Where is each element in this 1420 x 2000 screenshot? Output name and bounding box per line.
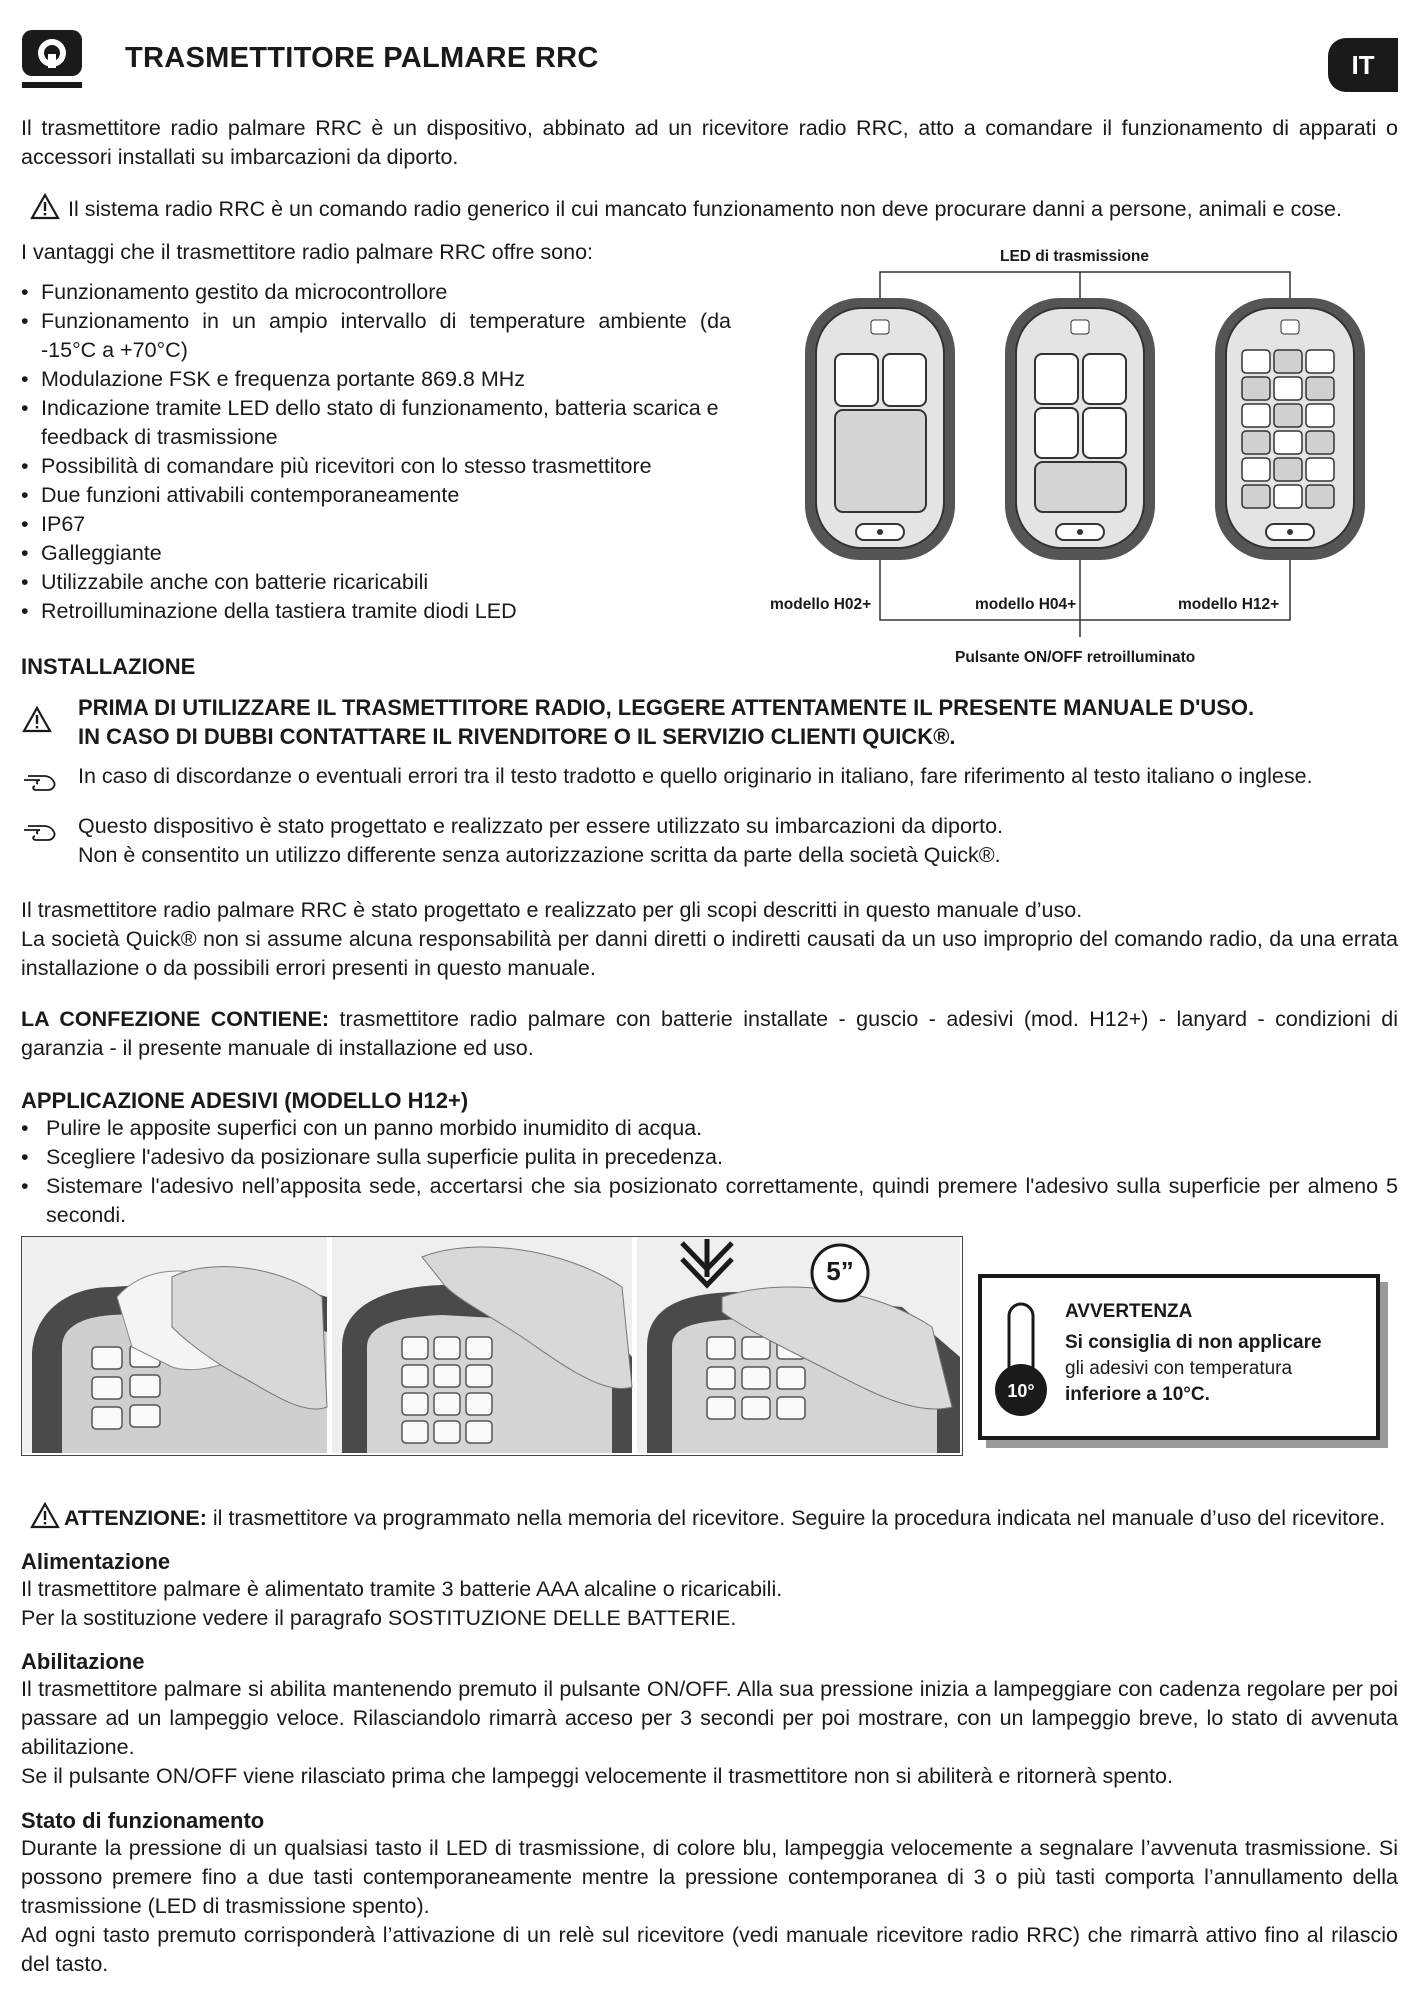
advantages-list	[21, 278, 731, 626]
alimentazione-heading: Alimentazione	[21, 1549, 171, 1574]
warning-icon	[22, 706, 52, 733]
list-item: • Possibilità di comandare più ricevitori con lo stesso trasmettitore	[21, 452, 731, 481]
list-item: • Utilizzabile anche con batterie ricaricabili	[21, 568, 731, 597]
seconds-badge: 5”	[826, 1256, 854, 1286]
keypad-key	[1306, 377, 1334, 400]
attenzione-text: il trasmettitore va programmato nella memoria del ricevitore. Seguire la procedura indicata nel manuale d’uso del ricevitore.	[206, 1506, 1386, 1530]
attenzione-label: ATTENZIONE:	[64, 1506, 207, 1530]
list-item: • Sistemare l'adesivo nell’apposita sede, accertarsi che sia posizionato correttamente, quindi premere l'adesivo sulla superficie per almeno 5 secondi.	[21, 1172, 1398, 1230]
abilitazione-heading: Abilitazione	[21, 1649, 145, 1674]
installazione-heading: INSTALLAZIONE	[21, 654, 196, 679]
device-h02	[805, 298, 955, 560]
stato-para1: Durante la pressione di un qualsiasi tasto il LED di trasmissione, di colore blu, lampeggia velocemente a segnalare l’avvenuta trasmissione. Si possono premere fino a due tasti contemporaneamente mentre la pressione contemporanea di 3 o più tasti comporta l’annullamento della trasmissione (LED di trasmissione spento).	[21, 1836, 1398, 1918]
adesivi-heading: APPLICAZIONE ADESIVI (MODELLO H12+)	[21, 1088, 469, 1113]
keypad-key	[1274, 350, 1302, 373]
avvertenza-line3: inferiore a 10°C.	[1065, 1384, 1210, 1405]
keypad-key	[1306, 431, 1334, 454]
language-badge: IT	[1328, 38, 1398, 92]
note2-line2: Non è consentito un utilizzo differente senza autorizzazione scritta da parte della società Quick®.	[78, 843, 1001, 867]
keypad-key	[1242, 350, 1270, 373]
stato-heading: Stato di funzionamento	[21, 1808, 265, 1833]
keypad-key	[1274, 458, 1302, 481]
page-title: TRASMETTITORE PALMARE RRC	[125, 42, 599, 74]
advantages-intro: I vantaggi che il trasmettitore radio palmare RRC offre sono:	[21, 240, 594, 264]
confezione-paragraph	[21, 1005, 1398, 1063]
list-item: • Funzionamento gestito da microcontrollore	[21, 278, 731, 307]
list-item: • Modulazione FSK e frequenza portante 869.8 MHz	[21, 365, 731, 394]
installazione-warning-line2: IN CASO DI DUBBI CONTATTARE IL RIVENDITORE O IL SERVIZIO CLIENTI QUICK®.	[78, 724, 956, 749]
list-item: • Due funzioni attivabili contemporaneamente	[21, 481, 731, 510]
list-item: • Funzionamento in un ampio intervallo di temperature ambiente (da -15°C a +70°C)	[21, 307, 731, 365]
attenzione-paragraph	[30, 1502, 1405, 1533]
keypad-key	[1242, 485, 1270, 508]
model-h04-label: modello H04+	[975, 596, 1077, 613]
pointing-hand-icon	[22, 822, 58, 844]
abilitazione-para1: Il trasmettitore palmare si abilita mantenendo premuto il pulsante ON/OFF. Alla sua pressione inizia a lampeggiare con cadenza regolare per poi passare ad un lampeggio veloce. Rilasciandolo rimarrà acceso per 3 secondi per poi mostrare, con un lampeggio breve, lo stato di avvenuta abilitazione.	[21, 1677, 1398, 1759]
model-h12-label: modello H12+	[1178, 596, 1280, 613]
model-h02-label: modello H02+	[770, 596, 872, 613]
device-h12	[1215, 298, 1365, 560]
note1: In caso di discordanze o eventuali errori tra il testo tradotto e quello originario in italiano, fare riferimento al testo italiano o inglese.	[78, 764, 1313, 788]
list-item: • Indicazione tramite LED dello stato di funzionamento, batteria scarica e feedback di trasmissione	[21, 394, 731, 452]
keypad-key	[1306, 485, 1334, 508]
pointing-hand-icon	[22, 772, 58, 794]
avvertenza-line2: gli adesivi con temperatura	[1065, 1358, 1293, 1379]
keypad-key	[1242, 458, 1270, 481]
device-h04	[1005, 298, 1155, 560]
led-label: LED di trasmissione	[1000, 248, 1150, 265]
warning-icon	[30, 1502, 60, 1529]
list-item: • Galleggiante	[21, 539, 731, 568]
alimentazione-line2: Per la sostituzione vedere il paragrafo SOSTITUZIONE DELLE BATTERIE.	[21, 1606, 737, 1630]
keypad-key	[1242, 431, 1270, 454]
installazione-warning-line1: PRIMA DI UTILIZZARE IL TRASMETTITORE RADIO, LEGGERE ATTENTAMENTE IL PRESENTE MANUALE D'USO.	[78, 695, 1255, 720]
thermometer-temp: 10°	[1007, 1381, 1035, 1401]
list-item: • Pulire le apposite superfici con un panno morbido inumidito di acqua.	[21, 1114, 1398, 1143]
keypad-key	[1306, 404, 1334, 427]
list-item: • IP67	[21, 510, 731, 539]
keypad-key	[1274, 485, 1302, 508]
general-warning-text: Il sistema radio RRC è un comando radio generico il cui mancato funzionamento non deve procurare danni a persone, animali e cose.	[68, 197, 1342, 221]
warning-icon	[30, 193, 60, 220]
keypad-key	[1274, 377, 1302, 400]
keypad-key	[1242, 404, 1270, 427]
stato-para2: Ad ogni tasto premuto corrisponderà l’attivazione di un relè sul ricevitore (vedi manuale ricevitore radio RRC) che rimarrà attivo fino al rilascio del tasto.	[21, 1923, 1398, 1976]
list-item: • Scegliere l'adesivo da posizionare sulla superficie pulita in precedenza.	[21, 1143, 1398, 1172]
keypad-key	[1274, 431, 1302, 454]
quick-logo	[20, 28, 84, 92]
confezione-text: trasmettitore radio palmare con batterie installate - guscio - adesivi (mod. H12+) - lanyard - condizioni di garanzia - il presente manuale di installazione ed uso.	[21, 1007, 1398, 1060]
keypad-key	[1274, 404, 1302, 427]
avvertenza-line1: Si consiglia di non applicare	[1065, 1332, 1322, 1353]
keypad-key	[1306, 350, 1334, 373]
onoff-label: Pulsante ON/OFF retroilluminato	[955, 649, 1196, 666]
list-item: • Retroilluminazione della tastiera tramite diodi LED	[21, 597, 731, 626]
note2-line1: Questo dispositivo è stato progettato e realizzato per essere utilizzato su imbarcazioni da diporto.	[78, 814, 1003, 838]
alimentazione-line1: Il trasmettitore palmare è alimentato tramite 3 batterie AAA alcaline o ricaricabili.	[21, 1577, 783, 1601]
general-warning	[30, 193, 1400, 224]
adesivi-steps	[21, 1114, 1398, 1230]
avvertenza-title: AVVERTENZA	[1065, 1301, 1193, 1322]
keypad-key	[1242, 377, 1270, 400]
install-para2: La società Quick® non si assume alcuna responsabilità per danni diretti o indiretti causati da un uso improprio del comando radio, da una errata installazione o da possibili errori presenti in questo manuale.	[21, 927, 1398, 980]
install-para1: Il trasmettitore radio palmare RRC è stato progettato e realizzato per gli scopi descritti in questo manuale d’uso.	[21, 898, 1083, 922]
abilitazione-para2: Se il pulsante ON/OFF viene rilasciato prima che lampeggi velocemente il trasmettitore non si abiliterà e ritornerà spento.	[21, 1764, 1173, 1788]
intro-paragraph: Il trasmettitore radio palmare RRC è un dispositivo, abbinato ad un ricevitore radio RRC, atto a comandare il funzionamento di apparati o accessori installati su imbarcazioni da diporto.	[21, 116, 1398, 169]
confezione-label: LA CONFEZIONE CONTIENE:	[21, 1007, 330, 1031]
keypad-key	[1306, 458, 1334, 481]
